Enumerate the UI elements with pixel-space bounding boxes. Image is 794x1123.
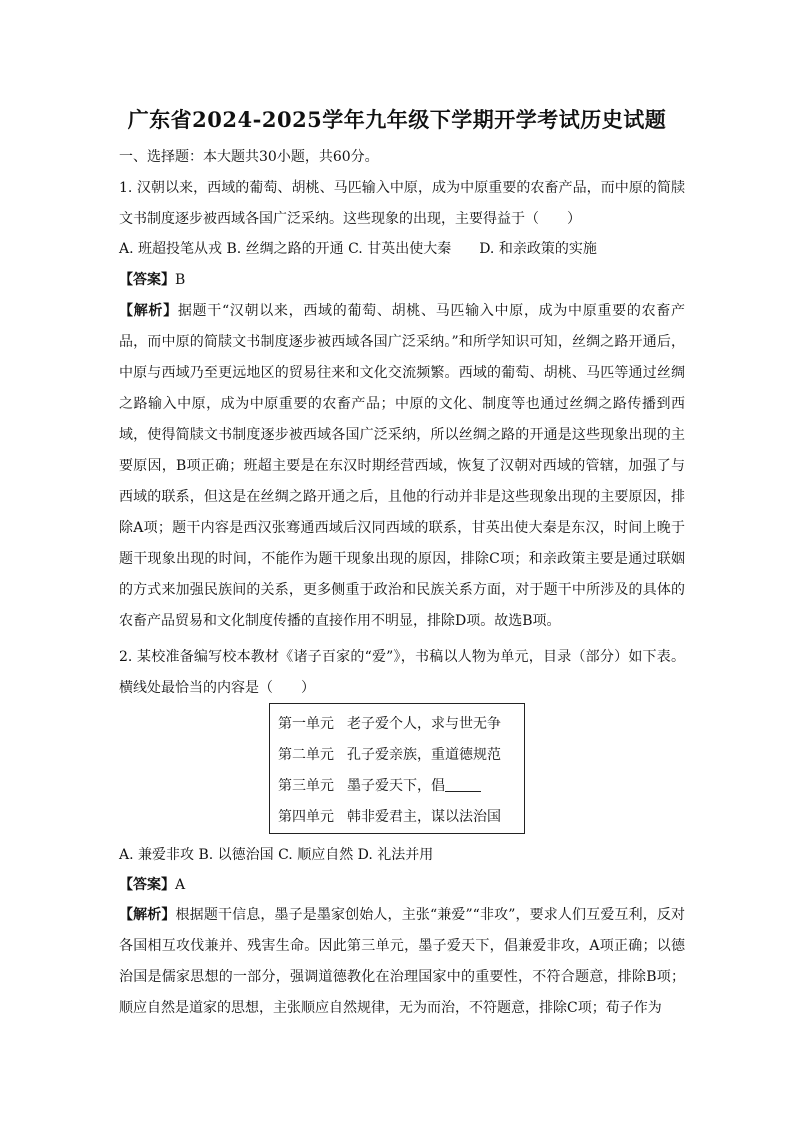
analysis-text: 根据题干信息，墨子是墨家创始人，主张“兼爱”“非攻”，要求人们互爱互利，反对各国相互攻伐兼并、残害生命。因此第三单元，墨子爱天下，倡兼爱非攻，A项正确；以德治国是儒家思想的一部分，强调道德教化在治理国家中的重要性，不符合题意，排除B项；顺应自然是道家的思想，主张顺应自然规律，无为而治，不符题意，排除C项；荀子作为 bbox=[119, 907, 685, 1016]
table-unit: 第二单元 bbox=[278, 747, 334, 763]
contents-table bbox=[269, 703, 525, 834]
table-text: 孔子爱亲族，重道德规范 bbox=[347, 747, 501, 763]
table-row bbox=[278, 802, 524, 833]
fill-in-blank bbox=[445, 777, 481, 792]
table-unit: 第四单元 bbox=[278, 809, 334, 825]
answer-value: A bbox=[175, 877, 186, 893]
question-1-analysis bbox=[119, 296, 685, 637]
answer-tag: 【答案】 bbox=[119, 272, 175, 288]
table-text: 老子爱个人，求与世无争 bbox=[347, 716, 501, 732]
table-row bbox=[278, 771, 524, 802]
table-row bbox=[278, 740, 524, 771]
question-1-answer bbox=[119, 270, 185, 290]
analysis-tag: 【解析】 bbox=[119, 907, 176, 923]
question-2-answer bbox=[119, 875, 185, 895]
question-2-options: A. 兼爱非攻 B. 以德治国 C. 顺应自然 D. 礼法并用 bbox=[119, 847, 434, 863]
table-text: 韩非爱君主，谋以法治国 bbox=[347, 809, 501, 825]
analysis-text: 据题干“汉朝以来，西域的葡萄、胡桃、马匹输入中原，成为中原重要的农畜产品，而中原的简牍文书制度逐步被西域各国广泛采纳。”和所学知识可知，丝绸之路开通后，中原与西域乃至更远地区的贸易往来和文化交流频繁。西域的葡萄、胡桃、马匹等通过丝绸之路输入中原，成为中原重要的农畜产品；中原的文化、制度等也通过丝绸之路传播到西域，使得简牍文书制度逐步被西域各国广泛采纳，所以丝绸之路的开通是这些现象出现的主要原因，B项正确；班超主要是在东汉时期经营西域，恢复了汉朝对西域的管辖，加强了与西域的联系，但这是在丝绸之路开通之后，且他的行动并非是这些现象出现的主要原因，排除A项；题干内容是西汉张骞通西域后汉同西域的联系，甘英出使大秦是东汉，时间上晚于题干现象出现的时间，不能作为题干现象出现的原因，排除C项；和亲政策主要是通过联姻的方式来加强民族间的关系，更多侧重于政治和民族关系方面，对于题干中所涉及的具体的农畜产品贸易和文化制度传播的直接作用不明显，排除D项。故选B项。 bbox=[119, 303, 686, 629]
table-row bbox=[278, 709, 524, 740]
question-2-stem: 2. 某校准备编写校本教材《诸子百家的“爱”》，书稿以人物为单元，目录（部分）如下表。横线处最恰当的内容是（ ） bbox=[119, 649, 685, 696]
table-text: 墨子爱天下，倡 bbox=[347, 778, 445, 794]
question-1-options: A. 班超投笔从戎 B. 丝绸之路的开通 C. 甘英出使大秦 D. 和亲政策的实施 bbox=[119, 241, 597, 257]
question-1-stem: 1. 汉朝以来，西域的葡萄、胡桃、马匹输入中原，成为中原重要的农畜产品，而中原的简牍文书制度逐步被西域各国广泛采纳。这些现象的出现，主要得益于（ ） bbox=[119, 180, 685, 227]
section-heading: 一、选择题：本大题共30小题，共60分。 bbox=[119, 149, 379, 165]
page-title: 广东省2024-2025学年九年级下学期开学考试历史试题 bbox=[127, 107, 667, 132]
question-2-analysis bbox=[119, 900, 685, 1024]
table-unit: 第三单元 bbox=[278, 778, 334, 794]
analysis-tag: 【解析】 bbox=[119, 303, 178, 319]
answer-tag: 【答案】 bbox=[119, 877, 175, 893]
answer-value: B bbox=[175, 272, 186, 288]
table-unit: 第一单元 bbox=[278, 716, 334, 732]
